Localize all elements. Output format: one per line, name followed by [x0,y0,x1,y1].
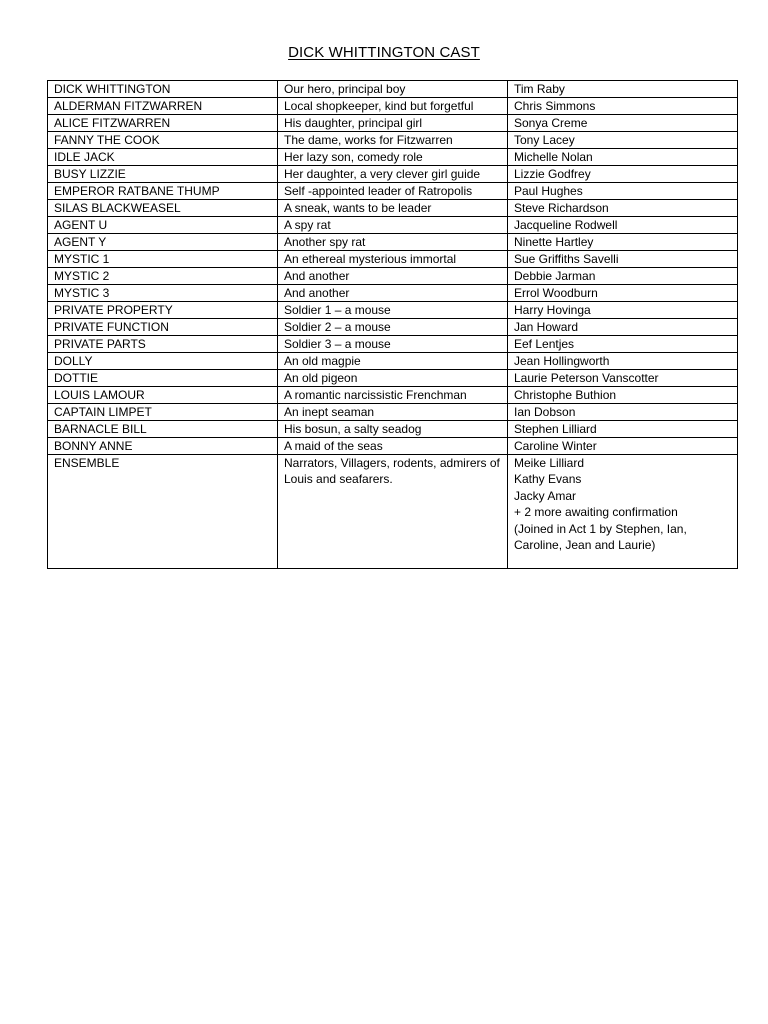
actor-cell: Paul Hughes [508,183,738,200]
description-cell: His bosun, a salty seadog [278,421,508,438]
table-row [48,302,738,319]
actor-cell: Jan Howard [508,319,738,336]
cast-table-body [48,81,738,569]
actor-line: Kathy Evans [514,472,582,487]
actor-line: + 2 more awaiting confirmation [514,505,678,520]
actor-cell: Stephen Lilliard [508,421,738,438]
table-row [48,268,738,285]
cast-table [47,80,738,569]
description-cell: The dame, works for Fitzwarren [278,132,508,149]
actor-cell: Tim Raby [508,81,738,98]
description-cell: Our hero, principal boy [278,81,508,98]
description-cell: Soldier 1 – a mouse [278,302,508,319]
actor-cell: Debbie Jarman [508,268,738,285]
character-cell: AGENT Y [48,234,278,251]
description-cell: A romantic narcissistic Frenchman [278,387,508,404]
description-cell: His daughter, principal girl [278,115,508,132]
actor-cell: Lizzie Godfrey [508,166,738,183]
table-row [48,319,738,336]
table-row [48,98,738,115]
actor-cell: Ninette Hartley [508,234,738,251]
table-row [48,438,738,455]
actor-cell: Errol Woodburn [508,285,738,302]
table-row [48,149,738,166]
table-row [48,421,738,438]
actor-cell [508,455,738,569]
character-cell: MYSTIC 1 [48,251,278,268]
character-cell: FANNY THE COOK [48,132,278,149]
table-row [48,404,738,421]
character-cell: BUSY LIZZIE [48,166,278,183]
description-cell: Soldier 2 – a mouse [278,319,508,336]
table-row [48,166,738,183]
table-row-ensemble [48,455,738,569]
table-row [48,234,738,251]
actor-cell: Ian Dobson [508,404,738,421]
actor-cell: Eef Lentjes [508,336,738,353]
character-cell: DICK WHITTINGTON [48,81,278,98]
actor-cell: Steve Richardson [508,200,738,217]
character-cell: CAPTAIN LIMPET [48,404,278,421]
character-cell: EMPEROR RATBANE THUMP [48,183,278,200]
actor-line: (Joined in Act 1 by Stephen, Ian, [514,521,687,536]
description-cell: Another spy rat [278,234,508,251]
character-cell: ENSEMBLE [48,455,278,569]
table-row [48,285,738,302]
description-cell: Her lazy son, comedy role [278,149,508,166]
character-cell: PRIVATE FUNCTION [48,319,278,336]
character-cell: MYSTIC 3 [48,285,278,302]
character-cell: LOUIS LAMOUR [48,387,278,404]
actor-cell: Sue Griffiths Savelli [508,251,738,268]
character-cell: DOTTIE [48,370,278,387]
table-row [48,217,738,234]
actor-cell: Caroline Winter [508,438,738,455]
description-cell: Her daughter, a very clever girl guide [278,166,508,183]
actor-cell: Harry Hovinga [508,302,738,319]
description-cell: Self -appointed leader of Ratropolis [278,183,508,200]
page-title: DICK WHITTINGTON CAST [288,44,480,61]
description-cell: An inept seaman [278,404,508,421]
character-cell: PRIVATE PARTS [48,336,278,353]
description-cell: And another [278,268,508,285]
table-row [48,336,738,353]
table-row [48,200,738,217]
table-row [48,353,738,370]
description-cell: A spy rat [278,217,508,234]
description-cell: Narrators, Villagers, rodents, admirers of Louis and seafarers. [278,455,508,569]
table-row [48,387,738,404]
table-row [48,115,738,132]
table-row [48,251,738,268]
character-cell: BARNACLE BILL [48,421,278,438]
actor-cell: Christophe Buthion [508,387,738,404]
actor-cell: Jacqueline Rodwell [508,217,738,234]
description-cell: A maid of the seas [278,438,508,455]
actor-cell: Tony Lacey [508,132,738,149]
description-cell: Local shopkeeper, kind but forgetful [278,98,508,115]
actor-cell: Chris Simmons [508,98,738,115]
character-cell: ALICE FITZWARREN [48,115,278,132]
actor-cell: Michelle Nolan [508,149,738,166]
actor-cell: Sonya Creme [508,115,738,132]
description-cell: Soldier 3 – a mouse [278,336,508,353]
description-cell: An old magpie [278,353,508,370]
actor-line: Caroline, Jean and Laurie) [514,538,656,553]
table-row [48,183,738,200]
actor-line: Meike Lilliard [514,456,585,470]
character-cell: MYSTIC 2 [48,268,278,285]
character-cell: AGENT U [48,217,278,234]
actor-line: Jacky Amar [514,488,577,503]
character-cell: PRIVATE PROPERTY [48,302,278,319]
table-row [48,370,738,387]
character-cell: DOLLY [48,353,278,370]
table-row [48,81,738,98]
character-cell: SILAS BLACKWEASEL [48,200,278,217]
character-cell: IDLE JACK [48,149,278,166]
actor-cell: Laurie Peterson Vanscotter [508,370,738,387]
description-cell: A sneak, wants to be leader [278,200,508,217]
character-cell: BONNY ANNE [48,438,278,455]
character-cell: ALDERMAN FITZWARREN [48,98,278,115]
actor-cell: Jean Hollingworth [508,353,738,370]
table-row [48,132,738,149]
description-cell: And another [278,285,508,302]
description-cell: An ethereal mysterious immortal [278,251,508,268]
description-cell: An old pigeon [278,370,508,387]
